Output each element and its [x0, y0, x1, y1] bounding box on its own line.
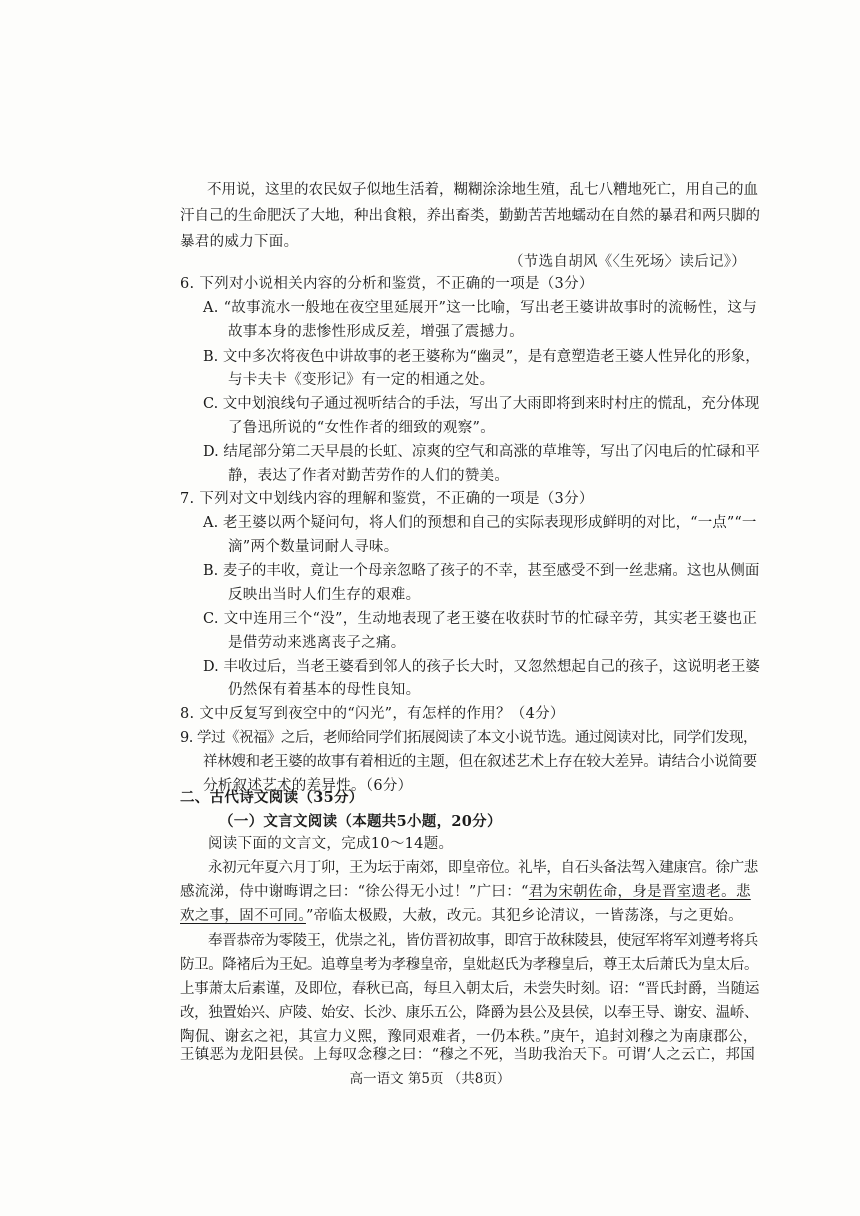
passage-p2-line-1: 奉晋恭帝为零陵王，优崇之礼，皆仿晋初故事，即宫于故秣陵县，使冠军将军刘遵考将兵 — [208, 933, 758, 949]
q6-option-b-line-1: B. 文中多次将夜色中讲故事的老王婆称为“幽灵”，是有意塑造老王婆人性异化的形象， — [203, 349, 760, 365]
passage-p1-line-3 — [180, 906, 743, 926]
passage-p2-line-3: 上事萧太后素谨，及即位，春秋已高，每旦入朝太后，未尝失时刻。诏：“晋氏封爵，当随运 — [180, 981, 760, 997]
passage-p2-line-5: 陶侃、谢玄之祀，其宣力义熙，豫同艰难者，一仍本秩。”庚午，追封刘穆之为南康郡公， — [180, 1029, 758, 1045]
question-9-line-2: 祥林嫂和老王婆的故事有着相近的主题，但在叙述艺术上存在较大差异。请结合小说简要 — [203, 754, 757, 770]
section-2-instruction: 阅读下面的文言文，完成10～14题。 — [208, 836, 454, 852]
underlined-sentence-part-1: 君为宋朝佐命，身是晋室遗老。悲 — [528, 884, 751, 900]
question-7-stem: 7. 下列对文中划线内容的理解和鉴赏，不正确的一项是（3分） — [180, 491, 594, 507]
q7-option-d-line-2: 仍然保有着基本的母性良知。 — [228, 682, 421, 698]
q7-option-a-line-2: 滴”两个数量词耐人寻味。 — [228, 539, 399, 555]
q7-option-c-line-1: C. 文中连用三个“没”，生动地表现了老王婆在收获时节的忙碌辛劳，其实老王婆也正 — [203, 611, 758, 627]
q6-option-c-line-1: C. 文中划浪线句子通过视听结合的手法，写出了大雨即将到来时村庄的慌乱，充分体现 — [203, 396, 760, 412]
passage-p2-line-6: 王镇恶为龙阳县侯。上每叹念穆之曰：“穆之不死，当助我治天下。可谓‘人之云亡，邦国 — [180, 1047, 756, 1063]
passage-p2-line-4: 改，独置始兴、庐陵、始安、长沙、康乐五公，降爵为县公及县侯，以奉王导、谢安、温峤、 — [180, 1005, 759, 1021]
question-9-stem: 9. 学过《祝福》之后，老师给同学们拓展阅读了本文小说节选。通过阅读对比，同学们发现， — [180, 730, 757, 746]
q7-option-d-line-1: D. 丰收过后，当老王婆看到邻人的孩子长大时，又忽然想起自己的孩子，这说明老王婆 — [203, 659, 760, 675]
page-footer: 高一语文 第5页 （共8页） — [349, 1071, 511, 1087]
passage-p2-line-2: 防卫。降褚后为王妃。追尊皇考为孝穆皇帝，皇妣赵氏为孝穆皇后，尊王太后萧氏为皇太后。 — [180, 957, 759, 973]
question-8-stem: 8. 文中反复写到夜空中的“闪光”，有怎样的作用？（4分） — [180, 706, 565, 722]
q6-option-c-line-2: 了鲁迅所说的“女性作者的细致的观察”。 — [228, 420, 496, 436]
section-2-title: 二、古代诗文阅读（35分） — [180, 789, 364, 806]
excerpt-line-1: 不用说，这里的农民奴子似地生活着，糊糊涂涂地生殖，乱七八糟地死亡，用自己的血 — [207, 182, 758, 198]
q6-option-b-line-2: 与卡夫卡《变形记》有一定的相通之处。 — [228, 372, 495, 388]
q6-option-d-line-1: D. 结尾部分第二天早晨的长虹、凉爽的空气和高涨的草堆等，写出了闪电后的忙碌和平 — [203, 444, 760, 460]
excerpt-source: （节选自胡风《〈生死场〉读后记》） — [509, 254, 747, 270]
passage-p1-line-1: 永初元年夏六月丁卯，王为坛于南郊，即皇帝位。礼毕，自石头备法驾入建康宫。徐广悲 — [208, 860, 758, 876]
q6-option-a-line-2: 故事本身的悲惨性形成反差，增强了震撼力。 — [228, 324, 524, 340]
q7-option-a-line-1: A. 老王婆以两个疑问句，将人们的预想和自己的实际表现形成鲜明的对比，“一点”“一 — [203, 515, 757, 531]
question-6-stem: 6. 下列对小说相关内容的分析和鉴赏，不正确的一项是（3分） — [180, 276, 594, 292]
question-9-line-3: 分析叙述艺术的差异性。（6分） — [203, 778, 413, 794]
section-2-subtitle: （一）文言文阅读（本题共5小题，20分） — [219, 813, 502, 830]
passage-p1-line-2 — [180, 882, 751, 902]
underlined-sentence-part-2: 欢之事，固不可同。 — [180, 908, 306, 924]
q7-option-b-line-2: 反映出当时人们生存的艰难。 — [228, 587, 421, 603]
excerpt-line-2: 汗自己的生命肥沃了大地，种出食粮，养出畜类，勤勤苦苦地蠕动在自然的暴君和两只脚的 — [180, 208, 760, 224]
passage-text: 感流涕，侍中谢晦谓之曰：“徐公得无小过！”广曰：“ — [180, 884, 529, 900]
passage-text: ”帝临太极殿，大赦，改元。其犯乡论清议，一皆荡涤，与之更始。 — [305, 908, 743, 924]
q7-option-b-line-1: B. 麦子的丰收，竟让一个母亲忽略了孩子的不幸，甚至感受不到一丝悲痛。这也从侧面 — [203, 563, 760, 579]
q6-option-a-line-1: A. “故事流水一般地在夜空里延展开”这一比喻，写出老王婆讲故事时的流畅性，这与 — [203, 300, 758, 316]
q7-option-c-line-2: 是借劳动来逃离丧子之痛。 — [228, 635, 406, 651]
q6-option-d-line-2: 静，表达了作者对勤苦劳作的人们的赞美。 — [228, 468, 510, 484]
excerpt-line-3: 暴君的威力下面。 — [180, 234, 299, 250]
